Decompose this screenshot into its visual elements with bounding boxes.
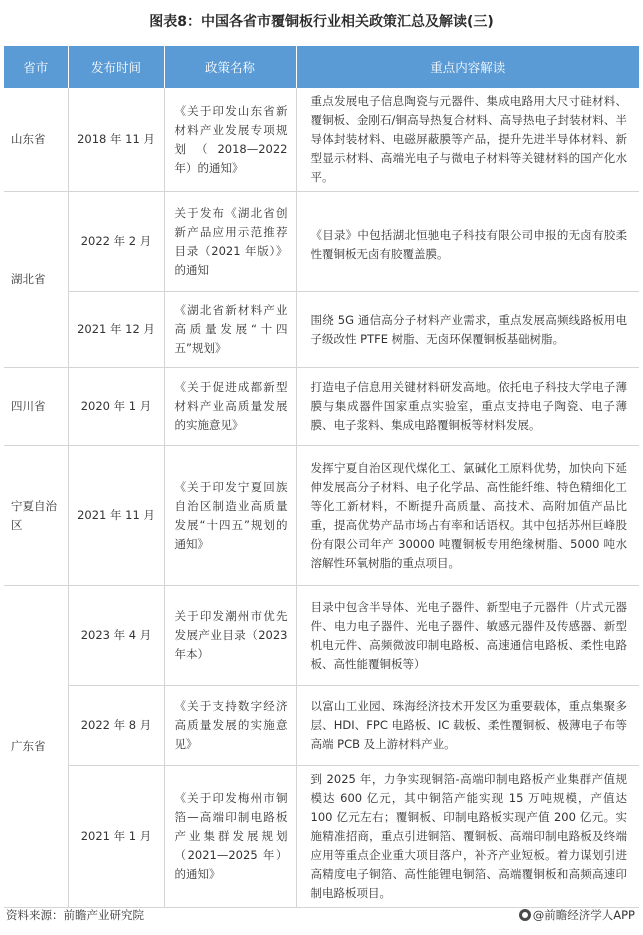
cell-content: 打造电子信息用关键材料研发高地。依托电子科技大学电子薄膜与集成器件国家重点实验室，重点支持电子陶瓷、电子薄膜、电子浆料、集成电路覆铜板等材料发展。 xyxy=(296,368,639,446)
cell-province: 四川省 xyxy=(4,368,68,446)
cell-content: 到 2025 年，力争实现铜箔-高端印制电路板产业集群产值规模达 600 亿元，其中铜箔产能实现 15 万吨规模，产值达 100 亿元左右；覆铜板、印制电路板实现产值 200 亿元。实施精准招商，重点引进铜箔、覆铜板、高端印制电路板及终端应用等重点企业重大项目落户，补齐产业短板。着力谋划引进高精度电子铜箔、高性能锂电铜箔、高端覆铜板和高频高速印制电路板项目。 xyxy=(296,766,639,908)
header-date: 发布时间 xyxy=(68,46,164,88)
header-policy: 政策名称 xyxy=(164,46,296,88)
cell-content: 《目录》中包括湖北恒驰电子科技有限公司申报的无卤有胶柔性覆铜板无卤有胶覆盖膜。 xyxy=(296,192,639,292)
cell-policy: 《关于印发宁夏回族自治区制造业高质量发展“十四五”规划的通知》 xyxy=(164,446,296,586)
cell-date: 2021 年 12 月 xyxy=(68,292,164,368)
header-province: 省市 xyxy=(4,46,68,88)
cell-content: 目录中包含半导体、光电子器件、新型电子元器件（片式元器件、电力电子器件、光电子器件、敏感元器件及传感器、新型机电元件、高频微波印制电路板、高速通信电路板、柔性电路板、高性能覆铜板等） xyxy=(296,586,639,686)
cell-content: 围绕 5G 通信高分子材料产业需求，重点发展高频线路板用电子级改性 PTFE 树脂、无卤环保覆铜板基础树脂。 xyxy=(296,292,639,368)
cell-province: 山东省 xyxy=(4,88,68,192)
table-row xyxy=(4,586,639,686)
cell-policy: 《关于印发梅州市铜箔—高端印制电路板产业集群发展规划（2021—2025 年）的通知》 xyxy=(164,766,296,908)
table-header-row xyxy=(4,46,639,88)
table-row xyxy=(4,686,639,766)
cell-date: 2021 年 11 月 xyxy=(68,446,164,586)
cell-province: 广东省 xyxy=(4,586,68,908)
cell-date: 2022 年 2 月 xyxy=(68,192,164,292)
cell-policy: 《关于促进成都新型材料产业高质量发展的实施意见》 xyxy=(164,368,296,446)
source-note: 资料来源：前瞻产业研究院 xyxy=(6,908,144,922)
cell-date: 2021 年 1 月 xyxy=(68,766,164,908)
cell-date: 2023 年 4 月 xyxy=(68,586,164,686)
cell-date: 2020 年 1 月 xyxy=(68,368,164,446)
cell-content: 重点发展电子信息陶瓷与元器件、集成电路用大尺寸硅材料、覆铜板、金刚石/铜高导热复合材料、高导热电子封装材料、半导体封装材料、电磁屏蔽膜等产品，提升先进半导体材料、新型显示材料、高端光电子与微电子材料等关键材料的国产化水平。 xyxy=(296,88,639,192)
cell-date: 2022 年 8 月 xyxy=(68,686,164,766)
cell-content: 以富山工业园、珠海经济技术开发区为重要载体，重点集聚多层、HDI、FPC 电路板、IC 载板、柔性覆铜板、极薄电子布等高端 PCB 及上游材料产业。 xyxy=(296,686,639,766)
policy-table xyxy=(4,46,639,908)
cell-province: 湖北省 xyxy=(4,192,68,368)
table-row xyxy=(4,766,639,908)
cell-policy: 《关于支持数字经济高质量发展的实施意见》 xyxy=(164,686,296,766)
cell-policy: 《关于印发山东省新材料产业发展专项规划（2018—2022 年）的通知》 xyxy=(164,88,296,192)
cell-date: 2018 年 11 月 xyxy=(68,88,164,192)
cell-policy: 《湖北省新材料产业高质量发展“十四五”规划》 xyxy=(164,292,296,368)
table-row xyxy=(4,292,639,368)
table-row xyxy=(4,88,639,192)
page-title: 图表8：中国各省市覆铜板行业相关政策汇总及解读(三) xyxy=(149,14,494,30)
cell-policy: 关于印发潮州市优先发展产业目录（2023 年本） xyxy=(164,586,296,686)
header-content: 重点内容解读 xyxy=(296,46,639,88)
cell-content: 发挥宁夏自治区现代煤化工、氯碱化工原料优势，加快向下延伸发展高分子材料、电子化学品、高性能纤维、特色精细化工等化工新材料，不断提升高质量、高技术、高附加值产品比重，提高优势产品市场占有率和话语权。其中包括苏州巨峰股份有限公司年产 30000 吨覆铜板专用绝缘树脂、5000 吨水溶解性环氧树脂的重点项目。 xyxy=(296,446,639,586)
qianzhan-logo-icon xyxy=(519,909,531,921)
cell-province: 宁夏自治区 xyxy=(4,446,68,586)
brand-label: @前瞻经济学人APP xyxy=(532,908,635,922)
table-row xyxy=(4,446,639,586)
table-row xyxy=(4,368,639,446)
table-row xyxy=(4,192,639,292)
cell-policy: 关于发布《湖北省创新产品应用示范推荐目录（2021 年版）》的通知 xyxy=(164,192,296,292)
brand-credit xyxy=(519,905,635,925)
